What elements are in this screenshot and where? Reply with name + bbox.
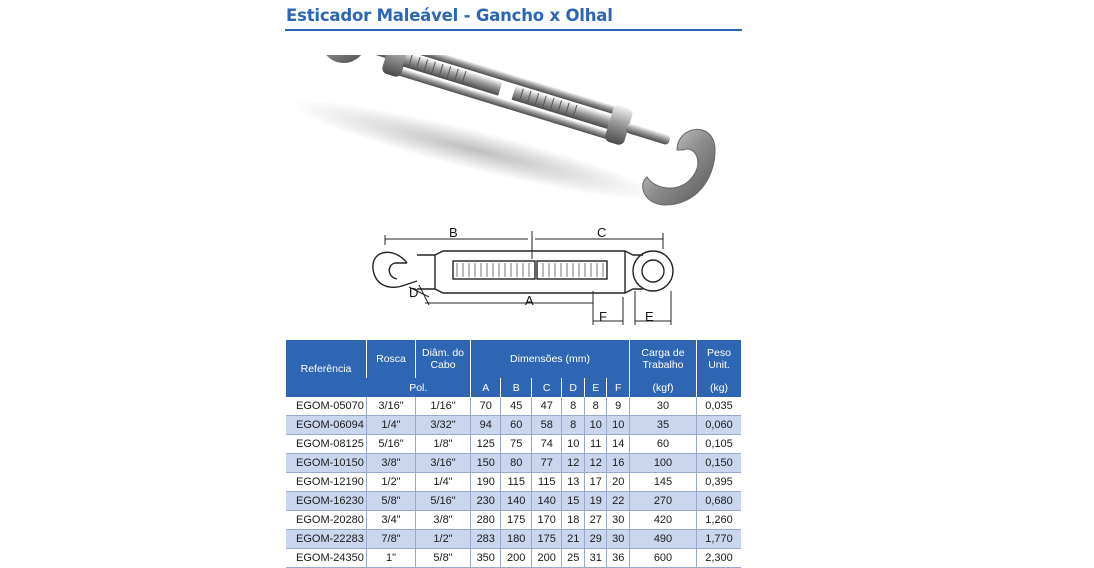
- table-cell: 31: [584, 549, 607, 568]
- table-cell: 283: [471, 530, 501, 549]
- table-cell: EGOM-16230: [286, 492, 367, 511]
- table-cell: 0,060: [697, 416, 742, 435]
- table-cell: 3/4": [367, 511, 416, 530]
- table-cell: 0,395: [697, 473, 742, 492]
- table-row: [286, 511, 741, 530]
- table-cell: 77: [531, 454, 561, 473]
- col-kg: (kg): [697, 378, 742, 397]
- dim-label-b: B: [449, 225, 458, 240]
- table-cell: 10: [584, 416, 607, 435]
- table-cell: 8: [584, 397, 607, 416]
- table-cell: 0,150: [697, 454, 742, 473]
- table-cell: 1/8": [416, 435, 471, 454]
- table-cell: 0,680: [697, 492, 742, 511]
- table-cell: EGOM-20280: [296, 514, 364, 526]
- table-cell: EGOM-12190: [296, 476, 364, 488]
- table-cell: 1/16": [416, 397, 471, 416]
- table-cell: 490: [630, 530, 697, 549]
- table-cell: 12: [584, 454, 607, 473]
- table-cell: 1/4": [416, 473, 471, 492]
- table-cell: EGOM-08125: [296, 438, 364, 450]
- table-cell: 70: [471, 397, 501, 416]
- table-row: [286, 530, 741, 549]
- table-cell: 350: [471, 549, 501, 568]
- table-cell: 21: [562, 530, 585, 549]
- table-cell: 175: [531, 530, 561, 549]
- table-cell: 74: [531, 435, 561, 454]
- table-cell: 10: [607, 416, 630, 435]
- col-diam-cabo: Diâm. do Cabo: [416, 340, 471, 378]
- col-carga: Carga de Trabalho: [630, 340, 697, 378]
- table-cell: 3/16": [367, 397, 416, 416]
- dim-label-c: C: [597, 225, 607, 240]
- table-cell: 3/32": [416, 416, 471, 435]
- table-cell: EGOM-24350: [296, 552, 364, 564]
- table-cell: 47: [531, 397, 561, 416]
- table-cell: 5/16": [367, 435, 416, 454]
- table-cell: 75: [501, 435, 531, 454]
- table-cell: EGOM-22283: [286, 530, 367, 549]
- table-cell: 230: [471, 492, 501, 511]
- col-dim-f: F: [607, 378, 630, 397]
- col-dimensoes: Dimensões (mm): [471, 340, 630, 378]
- table-cell: 94: [471, 416, 501, 435]
- table-cell: 0,105: [697, 435, 742, 454]
- table-cell: 5/16": [416, 492, 471, 511]
- title-divider: [285, 29, 742, 31]
- table-row: [286, 435, 741, 454]
- table-cell: 0,035: [697, 397, 742, 416]
- table-cell: 13: [562, 473, 585, 492]
- dim-label-d: D: [409, 285, 419, 300]
- table-cell: 8: [562, 416, 585, 435]
- table-cell: 20: [607, 473, 630, 492]
- col-peso: Peso Unit.: [697, 340, 742, 378]
- table-cell: 140: [531, 492, 561, 511]
- table-cell: 1": [367, 549, 416, 568]
- table-cell: 3/8": [416, 511, 471, 530]
- table-cell: 35: [630, 416, 697, 435]
- spec-table: [286, 340, 741, 568]
- table-cell: 10: [562, 435, 585, 454]
- table-row: [286, 454, 741, 473]
- table-cell: 1/2": [367, 473, 416, 492]
- table-cell: 1,260: [697, 511, 742, 530]
- col-kgf: (kgf): [630, 378, 697, 397]
- table-cell: 17: [584, 473, 607, 492]
- table-cell: 8: [562, 397, 585, 416]
- col-referencia: Referência: [286, 340, 367, 397]
- table-cell: 170: [531, 511, 561, 530]
- table-cell: 45: [501, 397, 531, 416]
- table-cell: EGOM-10150: [286, 454, 367, 473]
- table-cell: 100: [630, 454, 697, 473]
- table-cell: 115: [531, 473, 561, 492]
- dim-label-a: A: [525, 293, 534, 308]
- col-pol: Pol.: [367, 378, 471, 397]
- table-cell: 600: [630, 549, 697, 568]
- table-cell: 14: [607, 435, 630, 454]
- table-cell: 200: [501, 549, 531, 568]
- table-row: [286, 397, 741, 416]
- table-cell: 1/4": [367, 416, 416, 435]
- table-row: [286, 473, 741, 492]
- table-cell: 145: [630, 473, 697, 492]
- table-cell: 9: [607, 397, 630, 416]
- table-cell: 3/8": [367, 454, 416, 473]
- table-cell: 30: [607, 530, 630, 549]
- table-cell: 140: [501, 492, 531, 511]
- table-cell: 18: [562, 511, 585, 530]
- table-cell: 200: [531, 549, 561, 568]
- table-cell: 125: [471, 435, 501, 454]
- table-cell: 190: [471, 473, 501, 492]
- table-cell: 36: [607, 549, 630, 568]
- table-cell: 58: [531, 416, 561, 435]
- table-cell: 15: [562, 492, 585, 511]
- dim-label-e: E: [645, 309, 654, 324]
- table-cell: 150: [471, 454, 501, 473]
- table-cell: 7/8": [367, 530, 416, 549]
- table-cell: 80: [501, 454, 531, 473]
- table-cell: 27: [584, 511, 607, 530]
- page-title: Esticador Maleável - Gancho x Olhal: [286, 6, 613, 25]
- table-cell: 2,300: [697, 549, 742, 568]
- table-cell: 29: [584, 530, 607, 549]
- col-dim-b: B: [501, 378, 531, 397]
- table-cell: 22: [607, 492, 630, 511]
- table-cell: 11: [584, 435, 607, 454]
- table-cell: EGOM-05070: [296, 400, 364, 412]
- table-cell: 270: [630, 492, 697, 511]
- table-cell: 420: [630, 511, 697, 530]
- table-cell: EGOM-06094: [286, 416, 367, 435]
- col-dim-c: C: [531, 378, 561, 397]
- table-cell: 60: [501, 416, 531, 435]
- table-cell: 180: [501, 530, 531, 549]
- table-cell: 12: [562, 454, 585, 473]
- table-cell: 3/16": [416, 454, 471, 473]
- table-cell: 19: [584, 492, 607, 511]
- dimension-diagram: [365, 225, 685, 330]
- col-dim-e: E: [584, 378, 607, 397]
- table-cell: 115: [501, 473, 531, 492]
- table-cell: 1/2": [416, 530, 471, 549]
- table-cell: 1,770: [697, 530, 742, 549]
- table-cell: 280: [471, 511, 501, 530]
- table-row: [286, 492, 741, 511]
- table-row: [286, 416, 741, 435]
- table-cell: 5/8": [367, 492, 416, 511]
- col-rosca: Rosca: [367, 340, 416, 378]
- table-cell: 175: [501, 511, 531, 530]
- col-dim-a: A: [471, 378, 501, 397]
- table-cell: 5/8": [416, 549, 471, 568]
- table-cell: 16: [607, 454, 630, 473]
- turnbuckle-photo: [285, 55, 745, 235]
- dim-label-f: F: [599, 309, 607, 324]
- table-cell: 30: [630, 397, 697, 416]
- table-cell: 25: [562, 549, 585, 568]
- table-cell: 60: [630, 435, 697, 454]
- table-cell: 30: [607, 511, 630, 530]
- col-dim-d: D: [562, 378, 585, 397]
